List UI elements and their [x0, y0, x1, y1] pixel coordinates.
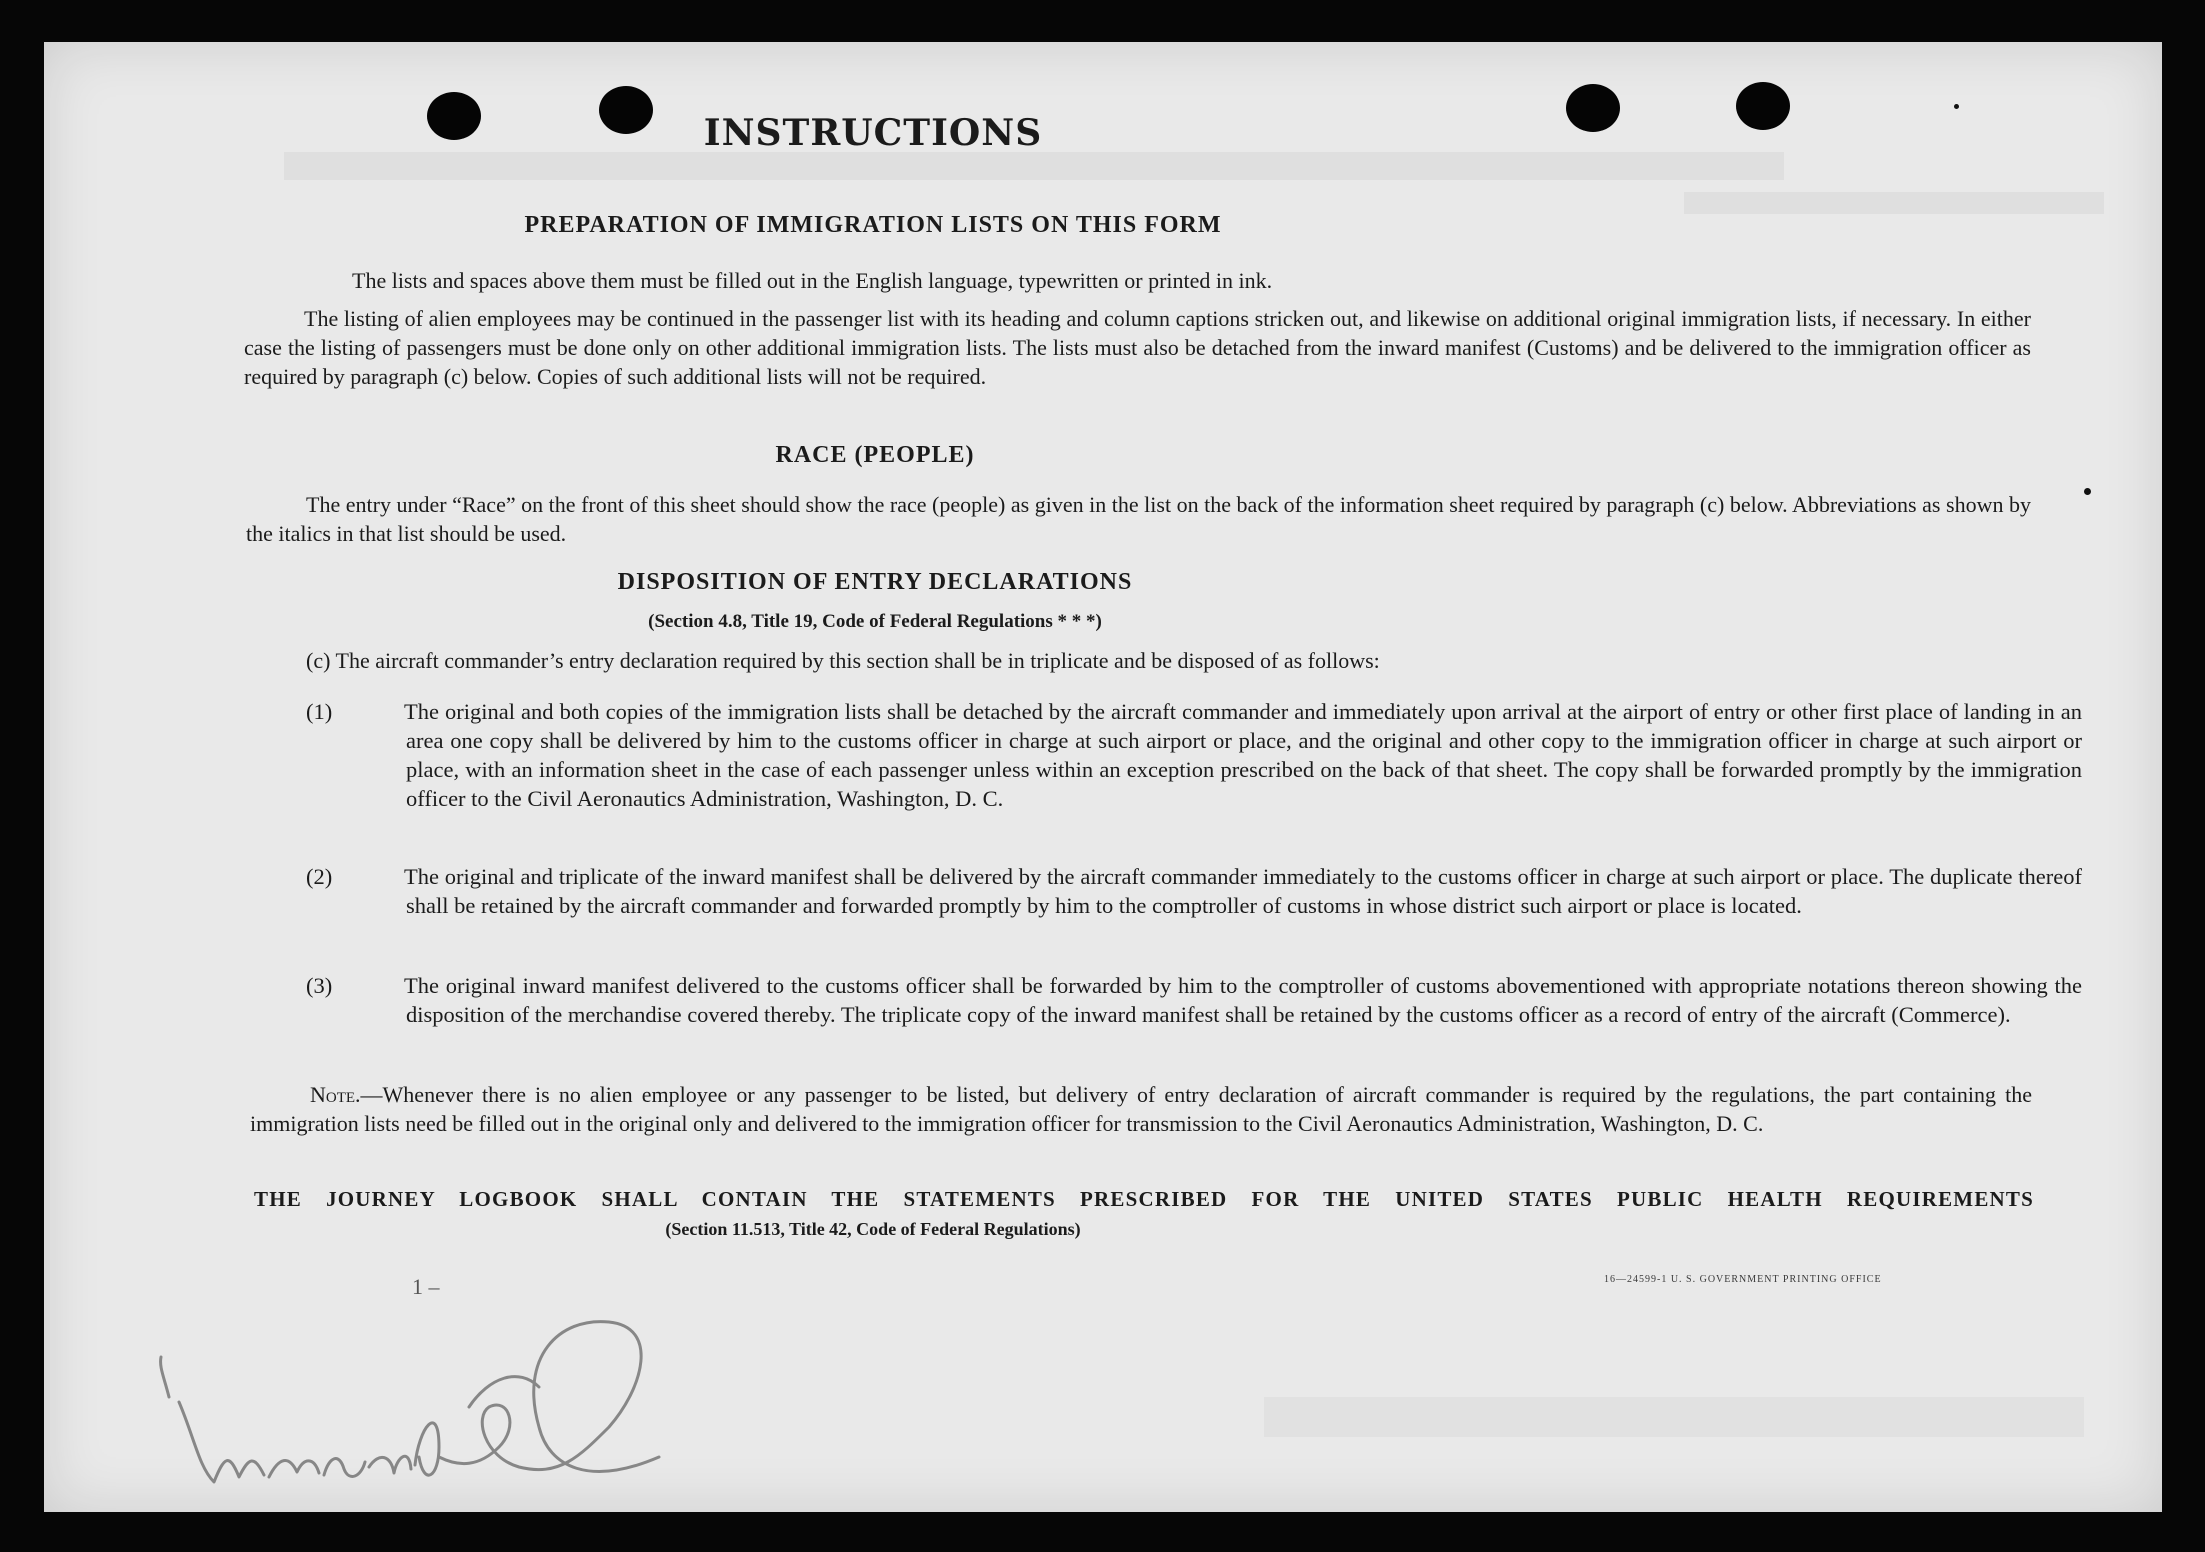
list-item-text: The original and triplicate of the inward manifest shall be delivered by the aircraft commander immediately to the customs officer in charge at such airport or place. The duplicate thereof shall be retained by the aircraft commander and forwarded promptly by him to the comptroller of customs in whose district such airport or place is located. [404, 864, 2082, 918]
section-heading-preparation: PREPARATION OF IMMIGRATION LISTS ON THIS FORM [524, 212, 1222, 238]
document-sheet [44, 42, 2162, 1512]
ink-speck [1954, 104, 1959, 109]
bleed-through [284, 152, 1784, 180]
stamp-mark: 1 – [412, 1274, 440, 1299]
bleed-through [1684, 192, 2104, 214]
disposition-citation: (Section 4.8, Title 19, Code of Federal Regulations * * *) [648, 611, 1102, 632]
list-item-number: (2) [306, 864, 333, 889]
health-citation: (Section 11.513, Title 42, Code of Federal Regulations) [665, 1219, 1081, 1239]
health-requirement: THE JOURNEY LOGBOOK SHALL CONTAIN THE STATEMENTS PRESCRIBED FOR THE UNITED STATES PUBLIC HEALTH REQUIREMENTS [254, 1187, 2034, 1211]
section-heading-race: RACE (PEOPLE) [775, 442, 975, 468]
list-item-text: The original inward manifest delivered to the customs officer shall be forwarded by him to the comptroller of customs abovementioned with appropriate notations thereon showing the disposition of the merchandise covered thereby. The triplicate copy of the inward manifest shall be retained by the customs officer as a record of entry of the aircraft (Commerce). [404, 973, 2082, 1027]
page-title: INSTRUCTIONS [703, 112, 1043, 154]
race-paragraph: The entry under “Race” on the front of this sheet should show the race (people) as given in the list on the back of the information sheet required by paragraph (c) below. Abbreviations as shown by the italics in that list should be used. [246, 492, 2031, 546]
printer-mark: 16—24599-1 U. S. GOVERNMENT PRINTING OFFICE [1604, 1274, 1882, 1285]
handwritten-signature [139, 1307, 699, 1527]
note-text: —Whenever there is no alien employee or any passenger to be listed, but delivery of entry declaration of aircraft commander is required by the regulations, the part containing the immigration lists need be filled out in the original only and delivered to the immigration officer for transmission to the Civil Aeronautics Administration, Washington, D. C. [250, 1082, 2032, 1136]
section-heading-disposition: DISPOSITION OF ENTRY DECLARATIONS [617, 569, 1133, 595]
list-item-number: (3) [306, 973, 333, 998]
note-label: Note. [310, 1082, 361, 1107]
disposition-intro: (c) The aircraft commander’s entry declaration required by this section shall be in triplicate and be disposed of as follows: [306, 648, 1380, 673]
prep-paragraph-1: The lists and spaces above them must be filled out in the English language, typewritten or printed in ink. [352, 268, 1273, 293]
list-item-number: (1) [306, 699, 333, 724]
list-item [306, 697, 2082, 813]
list-item [306, 971, 2082, 1029]
ink-speck [2084, 488, 2091, 495]
list-item [306, 862, 2082, 920]
bleed-through [1264, 1397, 2084, 1437]
prep-paragraph-2: The listing of alien employees may be continued in the passenger list with its heading and column captions stricken out, and likewise on additional original immigration lists, if necessary. In either case the listing of passengers must be done only on other additional immigration lists. The lists must also be detached from the inward manifest (Customs) and be delivered to the immigration officer as required by paragraph (c) below. Copies of such additional lists will not be required. [244, 306, 2031, 389]
list-item-text: The original and both copies of the immigration lists shall be detached by the aircraft commander and immediately upon arrival at the airport of entry or other first place of landing in an area one copy shall be delivered by him to the customs officer in charge at such airport or place, and the original and other copy to the immigration officer in charge at such airport or place, with an information sheet in the case of each passenger unless within an exception prescribed on the back of that sheet. The copy shall be forwarded promptly by the immigration officer to the Civil Aeronautics Administration, Washington, D. C. [404, 699, 2082, 811]
note-paragraph [250, 1080, 2032, 1138]
